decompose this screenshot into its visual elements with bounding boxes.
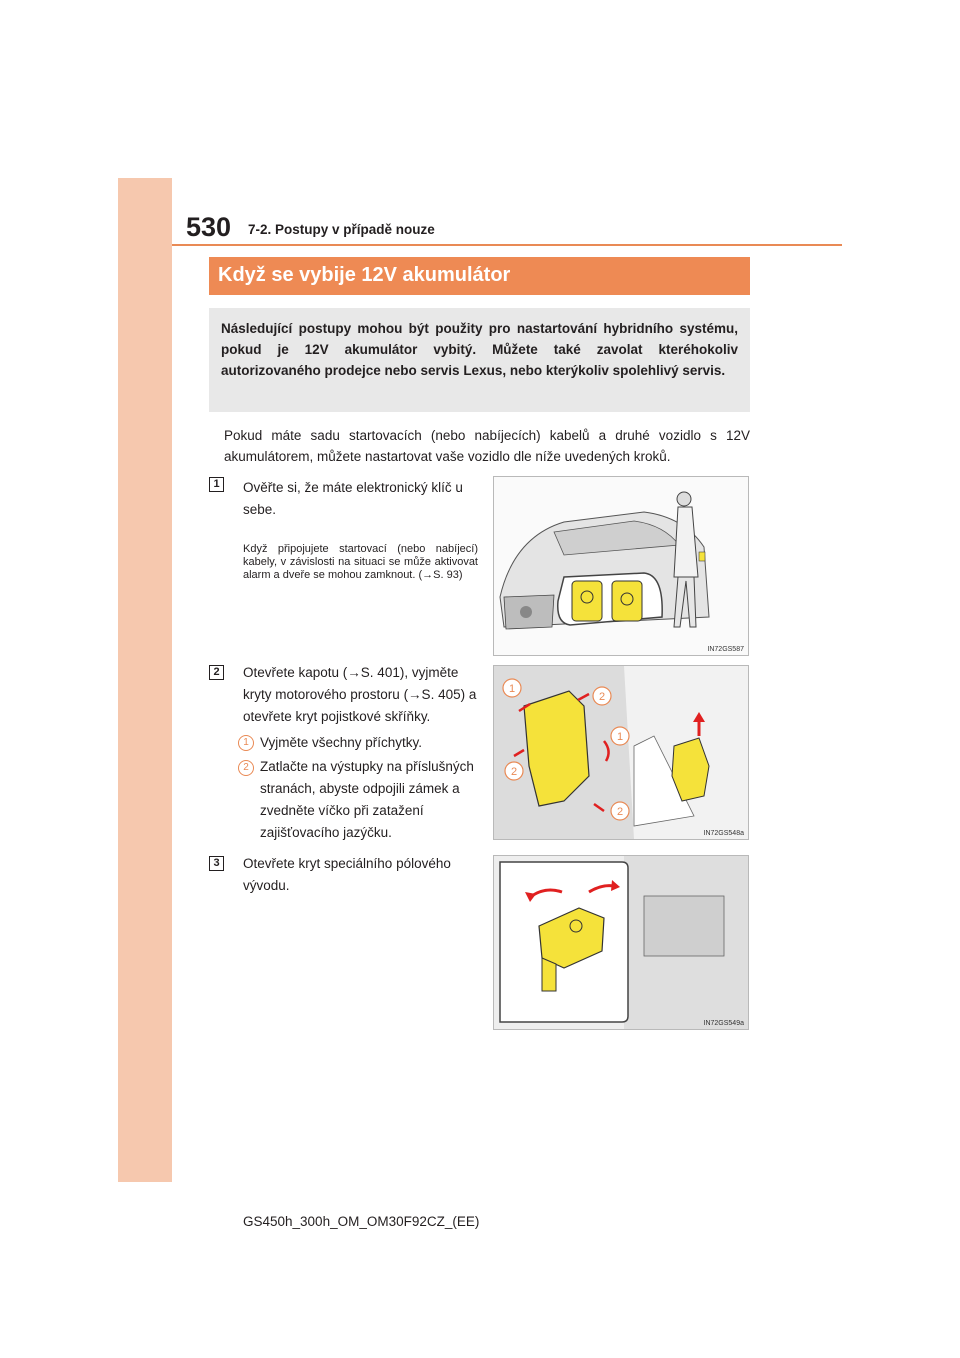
step-2-badge: 2 (209, 665, 224, 680)
step-1-note: Když připojujete startovací (nebo nabíjecí) kabely, v závislosti na situaci se může aktivovat alarm a dveře se mohou zamknout. (→S. 93) (243, 543, 478, 581)
step-1-text: Ověřte si, že máte elektronický klíč u sebe. (243, 480, 463, 517)
section-header: 7-2. Postupy v případě nouze (248, 222, 435, 237)
figure-2-label-1: 1 (508, 683, 516, 695)
intro-box (209, 308, 750, 412)
footer-doc-code: GS450h_300h_OM_OM30F92CZ_(EE) (243, 1214, 480, 1229)
page-title: Když se vybije 12V akumulátor (218, 264, 511, 286)
fuse-box-illustration (494, 666, 748, 839)
figure-2-label-2: 2 (598, 691, 606, 703)
step-1-badge: 1 (209, 477, 224, 492)
intro-text: Následující postupy mohou být použity pro nastartování hybridního systému, pokud je 12V akumulátor vybitý. Můžete také zavolat kteréhokoliv autorizovaného prodejce nebo servis Lexus, nebo kterýkoliv spolehlivý servis. (221, 321, 738, 378)
figure-key-check (493, 476, 749, 656)
substep-1-text: Vyjměte všechny příchytky. (260, 735, 423, 750)
step-3-text: Otevřete kryt speciálního pólového vývodu. (243, 856, 451, 893)
substep-2-text: Zatlačte na výstupky na příslušných stranách, abyste odpojili zámek a zvedněte víčko při zatažení zajišťovacího jazýčku. (260, 759, 474, 840)
substep-2-num: 2 (238, 760, 254, 776)
figure-2-label-3: 1 (616, 731, 624, 743)
body-paragraph: Pokud máte sadu startovacích (nebo nabíjecích) kabelů a druhé vozidlo s 12V akumulátorem, můžete nastartovat vaše vozidlo dle níže uvedených kroků. (224, 428, 750, 464)
title-bar (209, 257, 750, 295)
figure-fuse-box (493, 665, 749, 840)
header-rule (172, 244, 842, 246)
step-2-text: Otevřete kapotu (→S. 401), vyjměte kryty motorového prostoru (→S. 405) a otevřete kryt pojistkové skříňky. (243, 665, 477, 724)
figure-terminal-cover (493, 855, 749, 1030)
step-3-badge: 3 (209, 856, 224, 871)
car-and-person-illustration (494, 477, 748, 655)
figure-2-label-4: 2 (510, 766, 518, 778)
figure-2-code: IN72GS548a (703, 830, 744, 837)
terminal-cover-illustration (494, 856, 748, 1029)
figure-2-label-5: 2 (616, 806, 624, 818)
side-color-strip (118, 178, 172, 1182)
figure-1-code: IN72GS587 (707, 646, 744, 653)
page-number: 530 (186, 212, 232, 242)
figure-3-code: IN72GS549a (703, 1020, 744, 1027)
substep-1-num: 1 (238, 735, 254, 751)
